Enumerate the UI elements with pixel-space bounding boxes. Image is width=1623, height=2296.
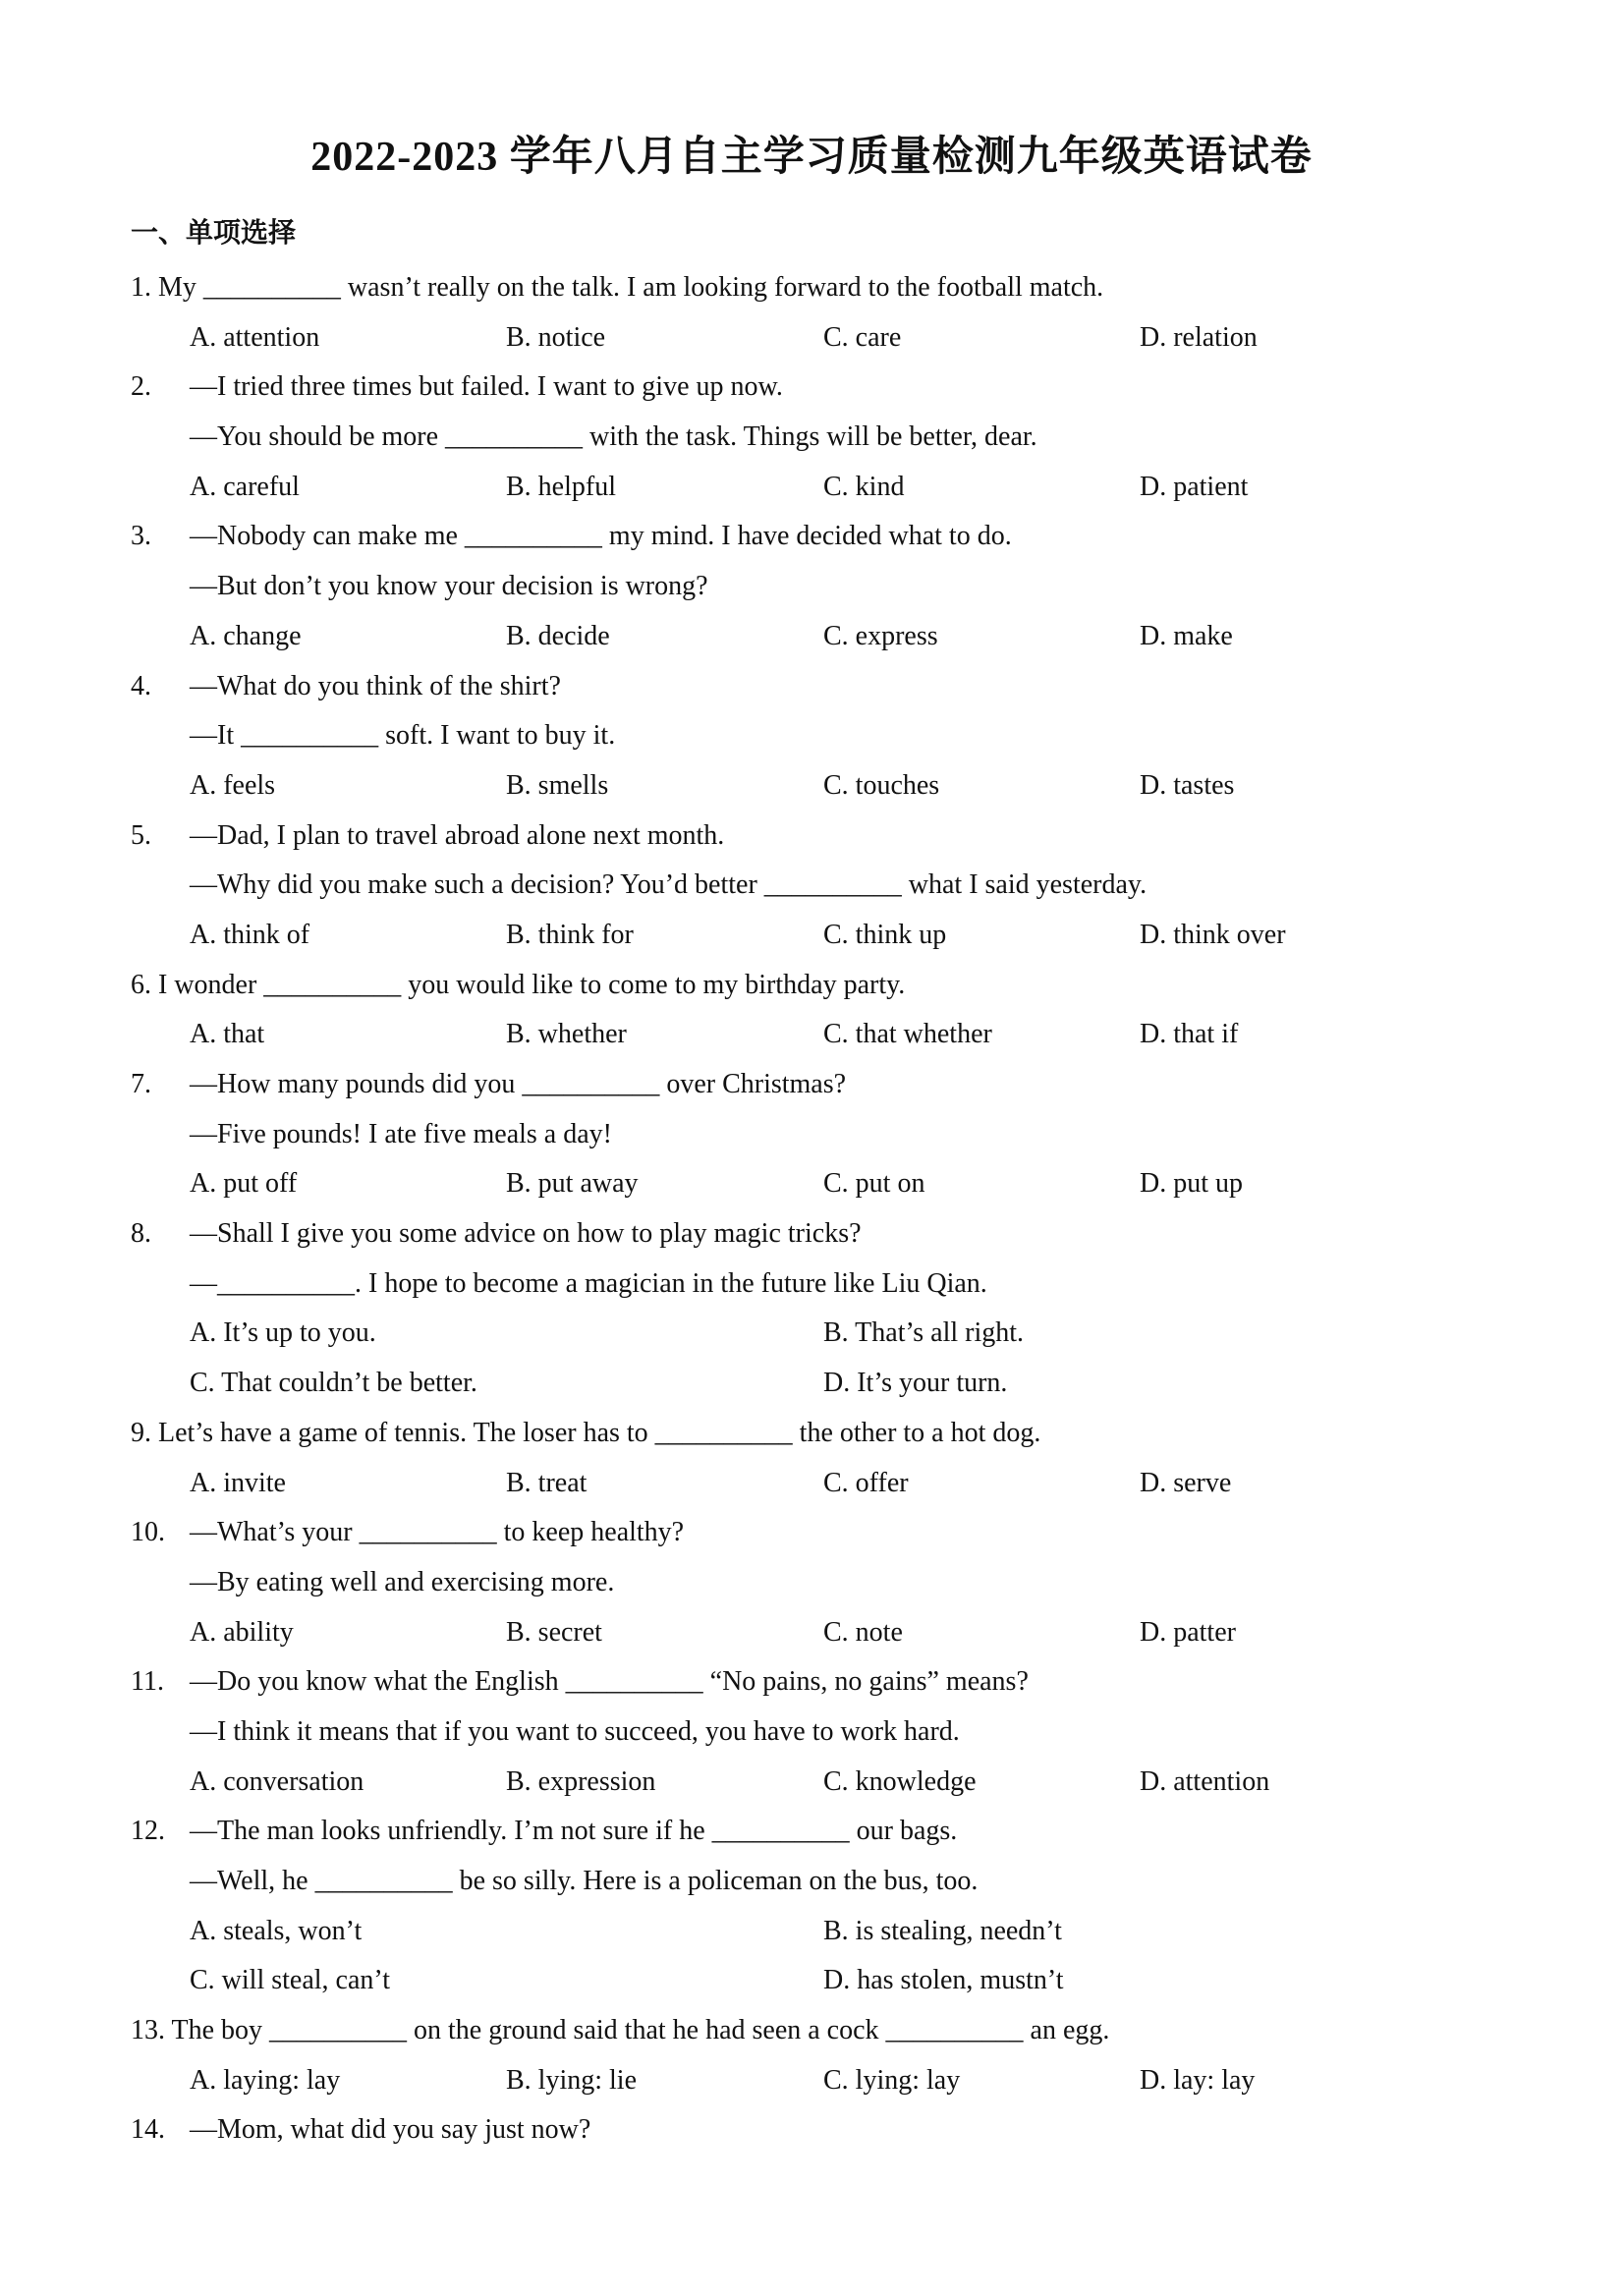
question-line: [0, 1807, 1623, 1857]
question-2: [0, 363, 1623, 512]
question-5: [0, 812, 1623, 961]
answer-option[interactable]: D. It’s your turn.: [823, 1368, 1008, 1399]
answer-option[interactable]: A. laying: lay: [190, 2064, 341, 2096]
question-6: [0, 961, 1623, 1060]
answer-option[interactable]: B. decide: [506, 620, 610, 651]
answer-option[interactable]: A. conversation: [190, 1765, 364, 1797]
question-line: [0, 1558, 1623, 1608]
answer-option[interactable]: C. think up: [823, 919, 947, 950]
question-13: [0, 2006, 1623, 2105]
question-text: —The man looks unfriendly. I’m not sure if he __________ our bags.: [190, 1816, 958, 1847]
answer-option[interactable]: A. that: [190, 1019, 265, 1050]
question-text: 13. The boy __________ on the ground said that he had seen a cock __________ an egg.: [131, 2015, 1110, 2046]
question-4: [0, 662, 1623, 812]
option-row: [0, 1010, 1623, 1060]
question-text: —Why did you make such a decision? You’d better __________ what I said yesterday.: [190, 869, 1147, 901]
question-8: [0, 1209, 1623, 1409]
question-number: 14.: [131, 2114, 165, 2146]
question-line: [0, 1708, 1623, 1758]
question-text: 9. Let’s have a game of tennis. The loser has to __________ the other to a hot dog.: [131, 1417, 1041, 1448]
question-number: 8.: [131, 1218, 151, 1250]
question-text: —Do you know what the English __________ “No pains, no gains” means?: [190, 1666, 1029, 1698]
question-text: —Mom, what did you say just now?: [190, 2114, 591, 2146]
answer-option[interactable]: C. will steal, can’t: [190, 1965, 390, 1996]
question-line: [0, 562, 1623, 612]
section-heading: 一、单项选择: [131, 218, 297, 249]
question-text: —By eating well and exercising more.: [190, 1566, 615, 1597]
answer-option[interactable]: A. put off: [190, 1168, 298, 1200]
question-line: [0, 363, 1623, 413]
answer-option[interactable]: C. offer: [823, 1467, 909, 1498]
option-row: [0, 463, 1623, 513]
question-number: 4.: [131, 670, 151, 701]
question-10: [0, 1508, 1623, 1657]
answer-option[interactable]: B. treat: [506, 1467, 588, 1498]
answer-option[interactable]: B. notice: [506, 321, 606, 353]
option-row: [0, 313, 1623, 364]
question-line: [0, 512, 1623, 562]
question-text: 1. My __________ wasn’t really on the talk. I am looking forward to the football match.: [131, 272, 1104, 303]
question-text: —__________. I hope to become a magician in the future like Liu Qian.: [190, 1267, 987, 1299]
question-line: [0, 1508, 1623, 1558]
option-row: [0, 1758, 1623, 1808]
question-text: —What’s your __________ to keep healthy?: [190, 1517, 685, 1548]
question-line: [0, 1209, 1623, 1260]
answer-option[interactable]: B. That’s all right.: [823, 1317, 1025, 1349]
question-line: [0, 413, 1623, 463]
answer-option[interactable]: B. smells: [506, 769, 609, 801]
answer-option[interactable]: D. think over: [1140, 919, 1286, 950]
question-number: 5.: [131, 819, 151, 851]
option-row: [0, 1956, 1623, 2006]
answer-option[interactable]: D. patient: [1140, 471, 1249, 502]
question-line: [0, 1260, 1623, 1310]
answer-option[interactable]: D. serve: [1140, 1467, 1232, 1498]
question-line: [0, 1110, 1623, 1160]
option-row: [0, 1907, 1623, 1957]
question-text: —Five pounds! I ate five meals a day!: [190, 1118, 612, 1149]
question-text: —What do you think of the shirt?: [190, 670, 561, 701]
answer-option[interactable]: C. knowledge: [823, 1765, 977, 1797]
answer-option[interactable]: A. careful: [190, 471, 300, 502]
question-text: —You should be more __________ with the task. Things will be better, dear.: [190, 421, 1037, 453]
answer-option[interactable]: B. put away: [506, 1168, 639, 1200]
question-text: —It __________ soft. I want to buy it.: [190, 720, 616, 752]
question-text: —Dad, I plan to travel abroad alone next month.: [190, 819, 725, 851]
answer-option[interactable]: C. express: [823, 620, 938, 651]
question-9: [0, 1409, 1623, 1508]
answer-option[interactable]: D. attention: [1140, 1765, 1270, 1797]
page-title: 2022-2023 学年八月自主学习质量检测九年级英语试卷: [310, 135, 1313, 180]
answer-option[interactable]: A. ability: [190, 1616, 294, 1648]
question-number: 11.: [131, 1666, 164, 1698]
question-text: —I think it means that if you want to succeed, you have to work hard.: [190, 1715, 960, 1747]
option-row: [0, 1359, 1623, 1409]
question-line: [0, 711, 1623, 761]
answer-option[interactable]: D. patter: [1140, 1616, 1236, 1648]
question-line: [0, 662, 1623, 712]
answer-option[interactable]: D. that if: [1140, 1019, 1239, 1050]
question-number: 2.: [131, 371, 151, 403]
question-line: [0, 1060, 1623, 1110]
question-7: [0, 1060, 1623, 1209]
answer-option[interactable]: B. whether: [506, 1019, 627, 1050]
answer-option[interactable]: D. put up: [1140, 1168, 1243, 1200]
answer-option[interactable]: C. That couldn’t be better.: [190, 1368, 477, 1399]
answer-option[interactable]: D. lay: lay: [1140, 2064, 1256, 2096]
question-text: —I tried three times but failed. I want to give up now.: [190, 371, 783, 403]
option-row: [0, 1159, 1623, 1209]
answer-option[interactable]: A. It’s up to you.: [190, 1317, 376, 1349]
option-row: [0, 1459, 1623, 1509]
answer-option[interactable]: C. kind: [823, 471, 905, 502]
question-line: [0, 1857, 1623, 1907]
question-line: [0, 812, 1623, 862]
answer-option[interactable]: B. is stealing, needn’t: [823, 1915, 1062, 1946]
question-text: —Shall I give you some advice on how to play magic tricks?: [190, 1218, 862, 1250]
answer-option[interactable]: C. care: [823, 321, 902, 353]
question-line: [0, 1409, 1623, 1459]
question-number: 7.: [131, 1069, 151, 1099]
question-text: —But don’t you know your decision is wrong?: [190, 571, 708, 602]
question-line: [0, 263, 1623, 313]
question-text: —Well, he __________ be so silly. Here is a policeman on the bus, too.: [190, 1866, 979, 1896]
answer-option[interactable]: C. touches: [823, 769, 940, 801]
answer-option[interactable]: C. note: [823, 1616, 903, 1648]
question-line: [0, 2006, 1623, 2056]
question-number: 10.: [131, 1517, 165, 1548]
answer-option[interactable]: B. think for: [506, 919, 634, 950]
question-11: [0, 1657, 1623, 1807]
answer-option[interactable]: A. change: [190, 620, 302, 651]
option-row: [0, 761, 1623, 812]
answer-option[interactable]: A. think of: [190, 919, 310, 950]
question-text: 6. I wonder __________ you would like to come to my birthday party.: [131, 969, 906, 1000]
answer-option[interactable]: A. steals, won’t: [190, 1915, 363, 1946]
answer-option[interactable]: B. expression: [506, 1765, 656, 1797]
answer-option[interactable]: B. secret: [506, 1616, 602, 1648]
option-row: [0, 1608, 1623, 1658]
question-number: 12.: [131, 1816, 165, 1847]
question-list: [0, 263, 1623, 2156]
answer-option[interactable]: D. has stolen, mustn’t: [823, 1965, 1064, 1996]
option-row: [0, 911, 1623, 961]
question-line: [0, 861, 1623, 911]
answer-option[interactable]: D. make: [1140, 620, 1233, 651]
question-3: [0, 512, 1623, 661]
answer-option[interactable]: A. feels: [190, 769, 276, 801]
question-line: [0, 1657, 1623, 1708]
answer-option[interactable]: D. tastes: [1140, 769, 1235, 801]
question-line: [0, 2105, 1623, 2156]
answer-option[interactable]: C. put on: [823, 1168, 925, 1200]
answer-option[interactable]: A. attention: [190, 321, 320, 353]
option-row: [0, 1309, 1623, 1359]
answer-option[interactable]: C. lying: lay: [823, 2064, 961, 2096]
answer-option[interactable]: C. that whether: [823, 1019, 992, 1050]
answer-option[interactable]: D. relation: [1140, 321, 1258, 353]
question-12: [0, 1807, 1623, 2006]
question-number: 3.: [131, 521, 151, 552]
question-14: [0, 2105, 1623, 2156]
answer-option[interactable]: A. invite: [190, 1467, 286, 1498]
answer-option[interactable]: B. lying: lie: [506, 2064, 637, 2096]
answer-option[interactable]: B. helpful: [506, 471, 616, 502]
question-text: —How many pounds did you __________ over Christmas?: [190, 1069, 847, 1099]
question-1: [0, 263, 1623, 363]
option-row: [0, 612, 1623, 662]
option-row: [0, 2056, 1623, 2106]
question-line: [0, 961, 1623, 1011]
question-text: —Nobody can make me __________ my mind. I have decided what to do.: [190, 521, 1012, 552]
